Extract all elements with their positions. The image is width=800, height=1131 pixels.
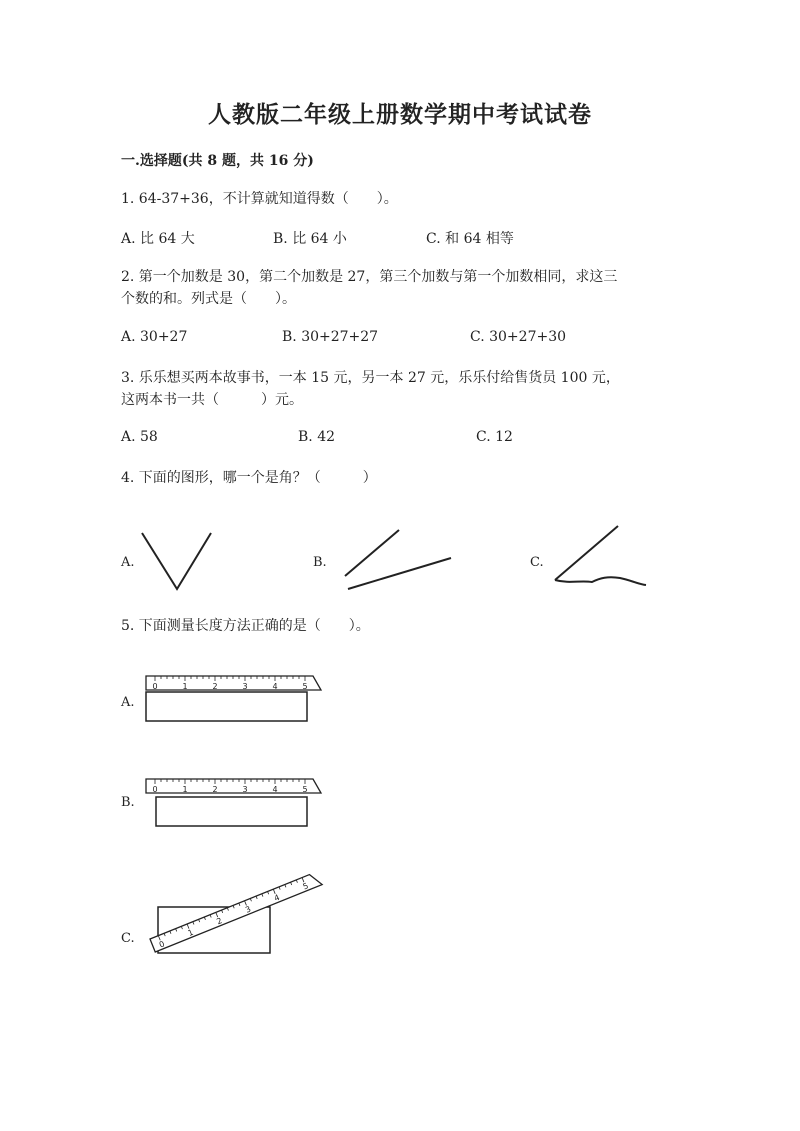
ruler-c-tick-label: 3 — [244, 904, 253, 915]
question-4-stem: 4. 下面的图形，哪一个是角？（ ） — [121, 470, 377, 486]
question-3-option-a: A. 58 — [121, 429, 158, 445]
ruler-a-tick-label: 4 — [272, 682, 278, 691]
question-3-stem-line1: 3. 乐乐想买两本故事书，一本 15 元，另一本 27 元，乐乐付给售货员 100 元， — [121, 370, 620, 386]
ruler-b-tick-label: 3 — [242, 785, 248, 794]
ruler-c-tick-label: 0 — [157, 939, 166, 950]
page-title: 人教版二年级上册数学期中考试试卷 — [208, 101, 592, 128]
question-4-option-a-label: A. — [121, 555, 135, 570]
question-5-option-a-label: A. — [121, 695, 135, 710]
question-1-option-b: B. 比 64 小 — [273, 231, 347, 247]
question-5-option-b-label: B. — [121, 795, 135, 810]
ruler-b-tick-label: 4 — [272, 785, 278, 794]
ruler-a-tick-label: 3 — [242, 682, 248, 691]
question-2-option-c: C. 30+27+30 — [470, 329, 567, 345]
question-4-option-b-label: B. — [313, 555, 327, 570]
question-3-option-b: B. 42 — [298, 429, 336, 445]
question-1-option-c: C. 和 64 相等 — [426, 231, 514, 247]
ruler-b-tick-label: 5 — [302, 785, 308, 794]
question-1-stem: 1. 64-37+36，不计算就知道得数（ ）。 — [121, 191, 398, 207]
ruler-b-tick-label: 0 — [152, 785, 158, 794]
ruler-a-tick-label: 0 — [152, 682, 158, 691]
section-heading: 一.选择题(共 8 题，共 16 分) — [121, 153, 314, 169]
ruler-b-tick-label: 1 — [182, 785, 188, 794]
question-5-option-c-label: C. — [121, 931, 135, 946]
question-5-stem: 5. 下面测量长度方法正确的是（ ）。 — [121, 618, 370, 634]
ruler-c-tick-label: 1 — [186, 927, 195, 938]
ruler-c-tick-label: 2 — [215, 916, 224, 927]
ruler-c-tick-label: 4 — [272, 892, 281, 904]
question-2-stem-line1: 2. 第一个加数是 30，第二个加数是 27，第三个加数与第一个加数相同，求这三 — [121, 269, 618, 285]
question-2-option-b: B. 30+27+27 — [282, 329, 379, 345]
ruler-c-tick-label: 5 — [301, 881, 310, 892]
question-4-option-c-label: C. — [530, 555, 544, 570]
question-1-option-a: A. 比 64 大 — [121, 231, 195, 247]
question-3-stem-line2: 这两本书一共（ ）元。 — [121, 392, 303, 408]
ruler-b-tick-label: 2 — [212, 785, 218, 794]
question-2-stem-line2: 个数的和。列式是（ ）。 — [121, 291, 296, 307]
ruler-c — [150, 872, 322, 952]
ruler-a-tick-label: 1 — [182, 682, 188, 691]
question-3-option-c: C. 12 — [476, 429, 513, 445]
question-2-option-a: A. 30+27 — [121, 329, 188, 345]
ruler-a-tick-label: 5 — [302, 682, 308, 691]
ruler-a-tick-label: 2 — [212, 682, 218, 691]
